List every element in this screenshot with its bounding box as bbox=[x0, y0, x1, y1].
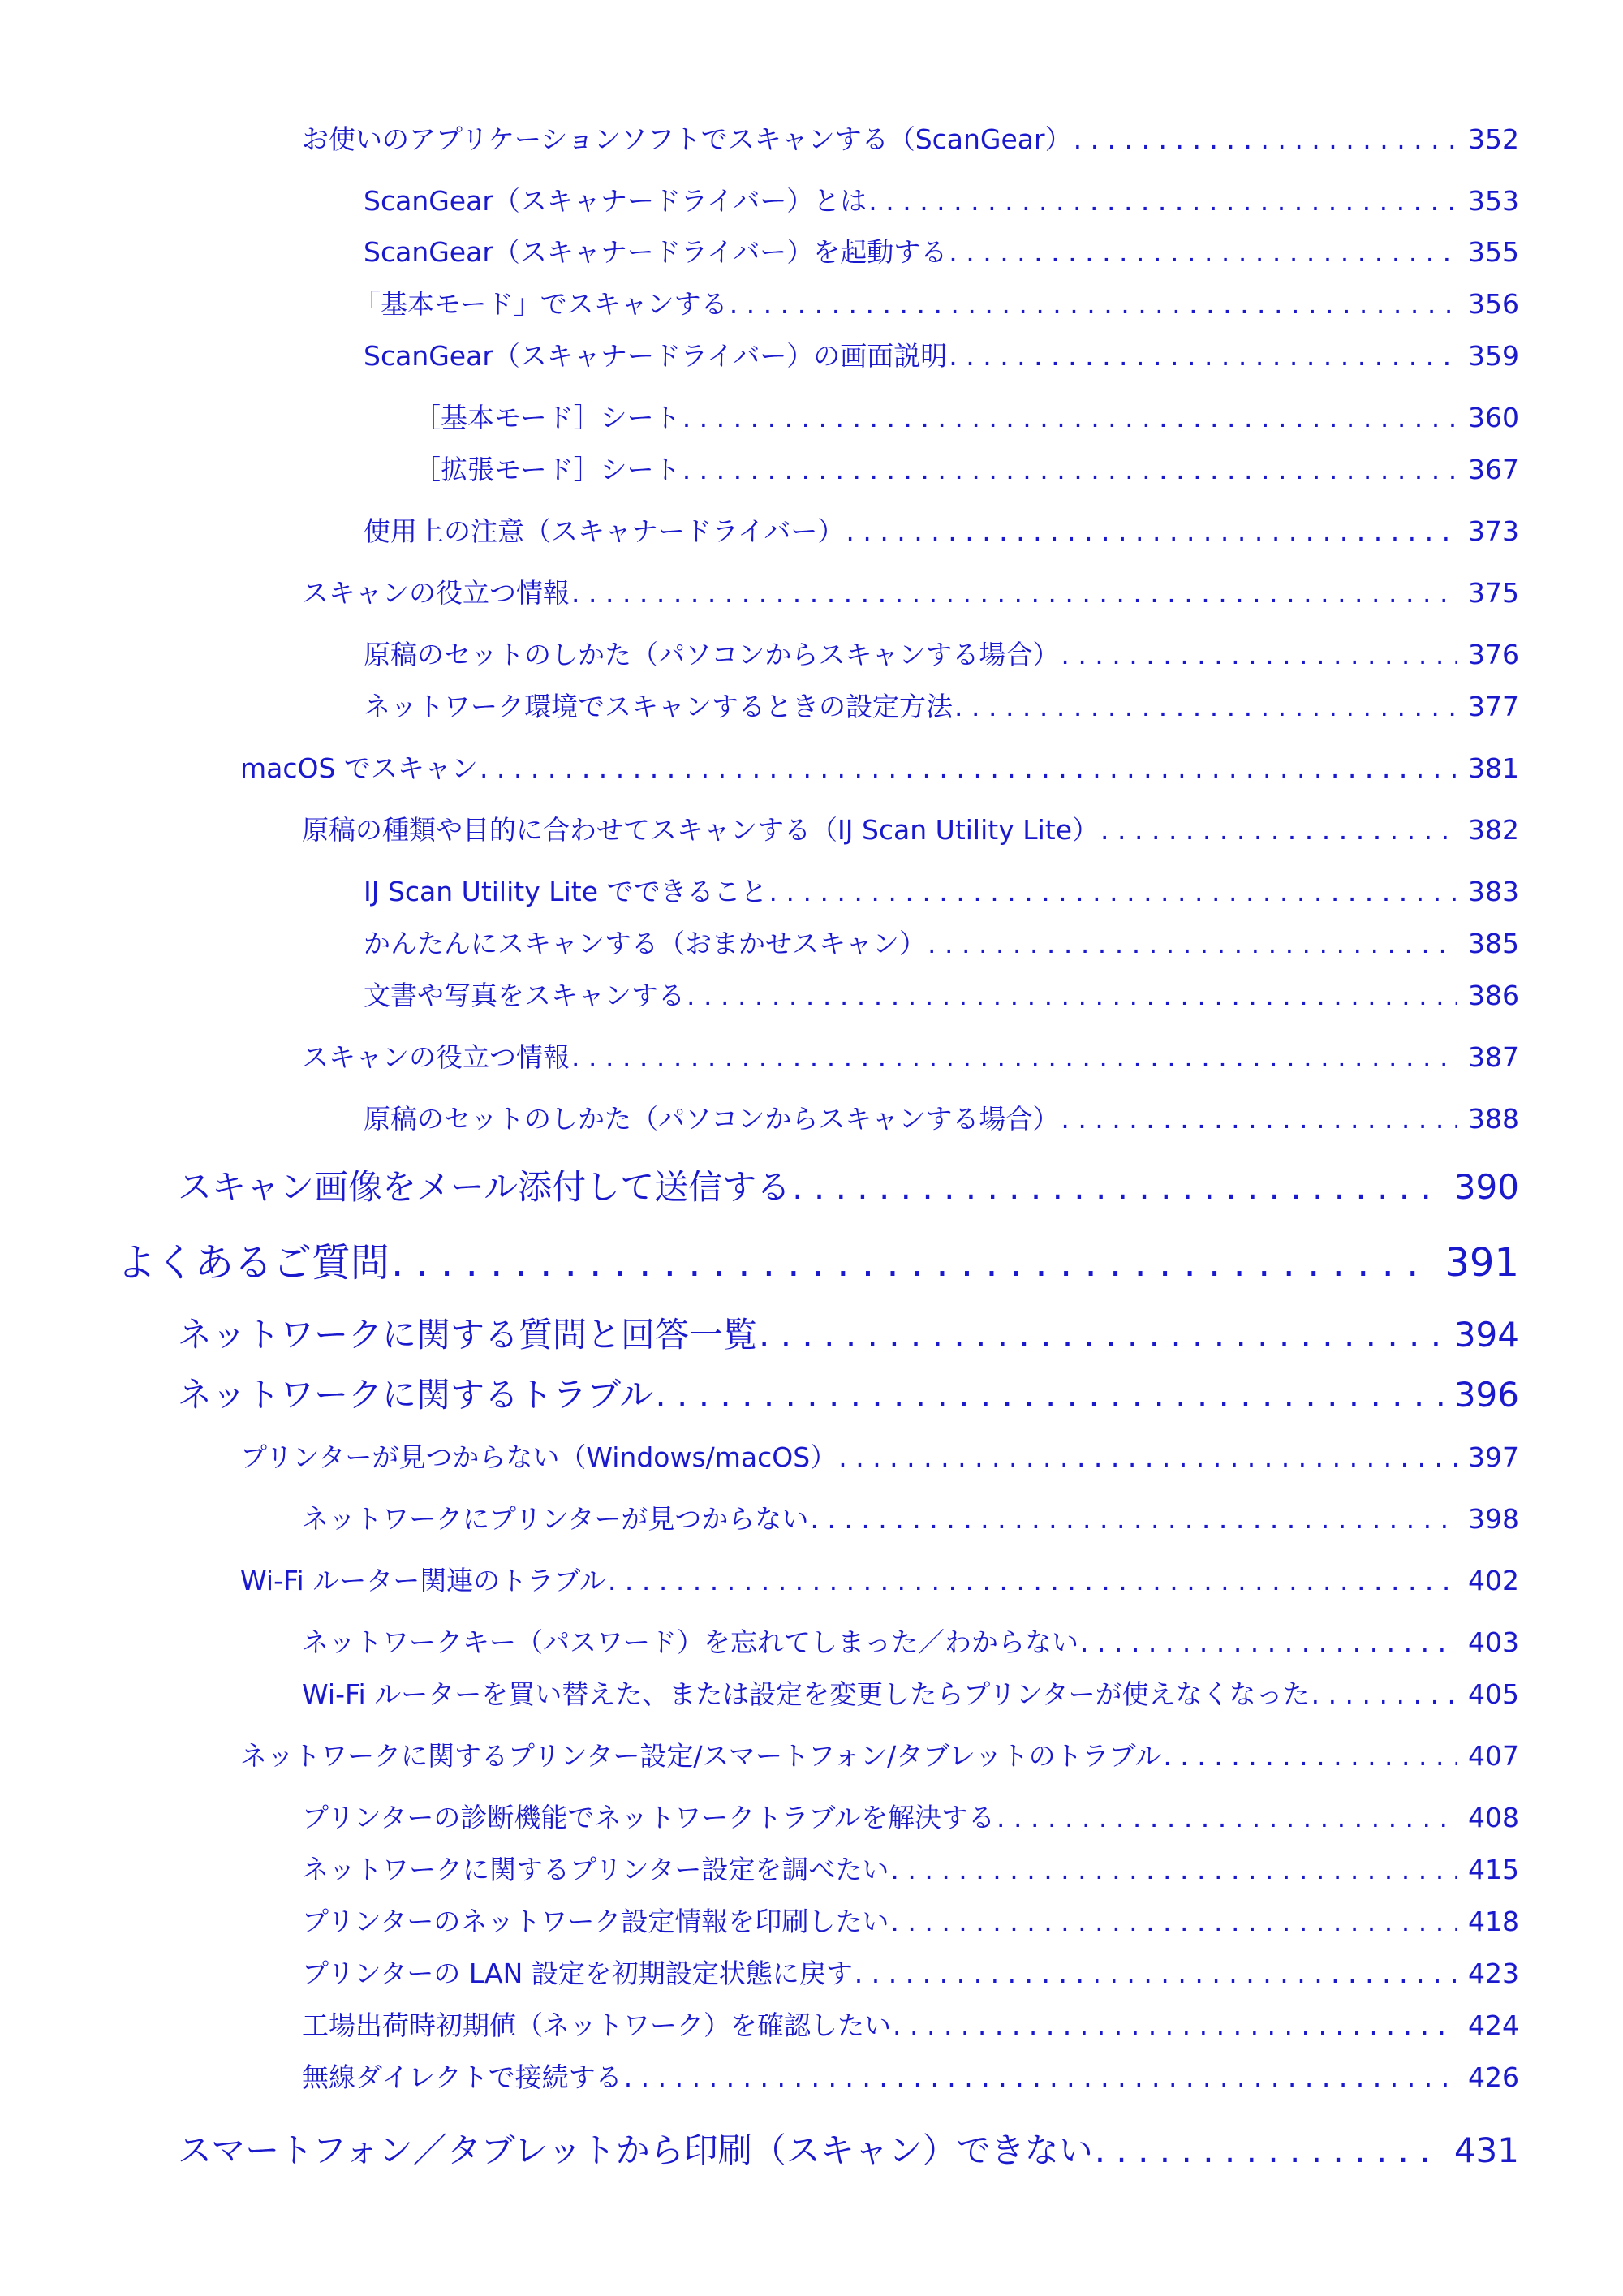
toc-entry-title: ［基本モード］シート bbox=[414, 402, 681, 433]
dot-leader bbox=[949, 340, 1457, 372]
toc-entry-page: 382 bbox=[1468, 814, 1519, 846]
toc-entry-title: プリンターのネットワーク設定情報を印刷したい bbox=[302, 1906, 889, 1937]
toc-entry-page: 431 bbox=[1453, 2130, 1519, 2170]
toc-entry-title: かんたんにスキャンする（おまかせスキャン） bbox=[364, 928, 926, 959]
dot-leader bbox=[868, 185, 1457, 217]
toc-entry-page: 397 bbox=[1468, 1441, 1519, 1473]
toc-entry-page: 418 bbox=[1468, 1906, 1519, 1937]
toc-entry[interactable] bbox=[240, 1560, 1519, 1596]
toc-entry-page: 405 bbox=[1468, 1678, 1519, 1710]
dot-leader bbox=[730, 288, 1457, 320]
dot-leader bbox=[893, 2010, 1457, 2041]
toc-entry-page: 355 bbox=[1468, 236, 1519, 268]
toc-entry-title: ネットワークに関するプリンター設定/スマートフォン/タブレットのトラブル bbox=[240, 1740, 1162, 1772]
toc-entry-title: プリンターが見つからない（Windows/macOS） bbox=[240, 1441, 837, 1473]
toc-entry[interactable] bbox=[240, 1735, 1519, 1771]
toc-entry-title: ［拡張モード］シート bbox=[414, 454, 681, 485]
toc-entry-title: ネットワークに関する質問と回答一覧 bbox=[178, 1315, 758, 1355]
toc-entry-page: 402 bbox=[1468, 1565, 1519, 1596]
toc-entry-title: ネットワークにプリンターが見つからない bbox=[302, 1503, 809, 1535]
toc-entry-title: お使いのアプリケーションソフトでスキャンする（ScanGear） bbox=[302, 123, 1072, 155]
toc-entry-page: 394 bbox=[1453, 1315, 1519, 1355]
dot-leader bbox=[769, 876, 1457, 907]
dot-leader bbox=[890, 1906, 1457, 1937]
dot-leader bbox=[480, 752, 1457, 784]
toc-entry-title: 原稿のセットのしかた（パソコンからスキャンする場合） bbox=[364, 639, 1060, 670]
toc-entry[interactable] bbox=[364, 975, 1519, 1010]
toc-entry-title: ネットワークに関するプリンター設定を調べたい bbox=[302, 1854, 889, 1885]
toc-entry-page: 376 bbox=[1468, 639, 1519, 670]
dot-leader bbox=[810, 1503, 1457, 1535]
toc-entry[interactable] bbox=[240, 747, 1519, 783]
toc-entry-title: 無線ダイレクトで接続する bbox=[302, 2061, 622, 2093]
toc-entry-title: ScanGear（スキャナードライバー）を起動する bbox=[364, 236, 948, 268]
toc-entry[interactable] bbox=[178, 2124, 1519, 2168]
dot-leader bbox=[949, 236, 1457, 268]
dot-leader bbox=[759, 1315, 1443, 1355]
toc-entry[interactable] bbox=[364, 180, 1519, 216]
toc-entry-page: 367 bbox=[1468, 454, 1519, 485]
toc-entry[interactable] bbox=[302, 1901, 1519, 1936]
toc-entry-page: 398 bbox=[1468, 1503, 1519, 1535]
dot-leader bbox=[1100, 814, 1457, 846]
toc-entry[interactable] bbox=[302, 1622, 1519, 1657]
toc-entry[interactable] bbox=[364, 1098, 1519, 1134]
dot-leader bbox=[1080, 1626, 1457, 1658]
toc-entry[interactable] bbox=[302, 1953, 1519, 1988]
dot-leader bbox=[624, 2061, 1457, 2093]
toc-entry-page: 391 bbox=[1444, 1240, 1519, 1286]
toc-entry[interactable] bbox=[364, 634, 1519, 670]
toc-entry[interactable] bbox=[364, 335, 1519, 371]
toc-entry-title: ScanGear（スキャナードライバー）とは bbox=[364, 185, 867, 217]
toc-entry-page: 377 bbox=[1468, 691, 1519, 722]
toc-entry-page: 385 bbox=[1468, 928, 1519, 959]
toc-entry-title: Wi-Fi ルーター関連のトラブル bbox=[240, 1565, 606, 1596]
dot-leader bbox=[1163, 1740, 1457, 1772]
dot-leader bbox=[655, 1375, 1443, 1415]
toc-entry-title: ネットワークキー（パスワード）を忘れてしまった／わからない bbox=[302, 1626, 1078, 1658]
toc-entry-page: 373 bbox=[1468, 515, 1519, 547]
toc-entry-title: macOS でスキャン bbox=[240, 752, 478, 784]
toc-entry[interactable] bbox=[178, 1368, 1519, 1415]
toc-entry-page: 426 bbox=[1468, 2061, 1519, 2093]
dot-leader bbox=[1311, 1678, 1457, 1710]
toc-entry[interactable] bbox=[302, 572, 1519, 608]
toc-entry-title: ScanGear（スキャナードライバー）の画面説明 bbox=[364, 340, 948, 372]
toc-entry-page: 356 bbox=[1468, 288, 1519, 320]
toc-entry-title: Wi-Fi ルーターを買い替えた、または設定を変更したらプリンターが使えなくなった bbox=[302, 1678, 1310, 1710]
toc-entry-page: 390 bbox=[1453, 1167, 1519, 1207]
toc-entry-title: よくあるご質問 bbox=[117, 1240, 390, 1286]
toc-entry[interactable] bbox=[302, 1498, 1519, 1534]
toc-entry[interactable] bbox=[364, 231, 1519, 267]
toc-entry-title: 原稿のセットのしかた（パソコンからスキャンする場合） bbox=[364, 1103, 1060, 1135]
dot-leader bbox=[1095, 2130, 1443, 2170]
toc-entry-page: 387 bbox=[1468, 1041, 1519, 1073]
toc-entry[interactable] bbox=[302, 809, 1519, 845]
dot-leader bbox=[792, 1167, 1443, 1207]
dot-leader bbox=[838, 1441, 1457, 1473]
dot-leader bbox=[954, 691, 1457, 722]
toc-entry-title: 工場出荷時初期値（ネットワーク）を確認したい bbox=[302, 2010, 891, 2041]
toc-entry-title: スマートフォン／タブレットから印刷（スキャン）できない bbox=[178, 2130, 1093, 2170]
toc-entry-page: 424 bbox=[1468, 2010, 1519, 2041]
toc-entry-title: 使用上の注意（スキャナードライバー） bbox=[364, 515, 845, 547]
toc-entry[interactable] bbox=[302, 2005, 1519, 2040]
toc-entry-title: 「基本モード」でスキャンする bbox=[354, 288, 728, 320]
dot-leader bbox=[391, 1240, 1433, 1286]
dot-leader bbox=[1074, 123, 1457, 155]
toc-entry[interactable] bbox=[302, 1036, 1519, 1072]
toc-entry-page: 375 bbox=[1468, 577, 1519, 609]
toc-entry[interactable] bbox=[364, 686, 1519, 722]
toc-entry-title: ネットワークに関するトラブル bbox=[178, 1375, 654, 1415]
dot-leader bbox=[1061, 639, 1457, 670]
toc-entry-page: 381 bbox=[1468, 752, 1519, 784]
dot-leader bbox=[1061, 1103, 1457, 1135]
toc-entry-page: 396 bbox=[1453, 1375, 1519, 1415]
toc-entry-title: スキャンの役立つ情報 bbox=[302, 1041, 570, 1073]
dot-leader bbox=[687, 980, 1457, 1011]
dot-leader bbox=[608, 1565, 1457, 1596]
toc-entry-page: 415 bbox=[1468, 1854, 1519, 1885]
dot-leader bbox=[682, 402, 1457, 433]
dot-leader bbox=[928, 928, 1457, 959]
toc-entry[interactable] bbox=[240, 1437, 1519, 1472]
toc-entry[interactable] bbox=[178, 1161, 1519, 1207]
toc-entry[interactable] bbox=[414, 449, 1519, 485]
toc-entry-page: 407 bbox=[1468, 1740, 1519, 1772]
toc-entry[interactable] bbox=[364, 871, 1519, 907]
toc-entry-title: ネットワーク環境でスキャンするときの設定方法 bbox=[364, 691, 953, 722]
toc-entry[interactable] bbox=[302, 1849, 1519, 1885]
toc-entry[interactable] bbox=[302, 118, 1519, 154]
toc-entry-page: 360 bbox=[1468, 402, 1519, 433]
dot-leader bbox=[571, 577, 1457, 609]
toc-entry-title: スキャン画像をメール添付して送信する bbox=[178, 1167, 791, 1207]
toc-entry-title: スキャンの役立つ情報 bbox=[302, 577, 570, 609]
toc-entry[interactable] bbox=[302, 1797, 1519, 1833]
toc-entry-page: 352 bbox=[1468, 123, 1519, 155]
toc-entry-title: プリンターの診断機能でネットワークトラブルを解決する bbox=[302, 1802, 996, 1833]
toc-entry-title: 原稿の種類や目的に合わせてスキャンする（IJ Scan Utility Lite） bbox=[302, 814, 1100, 846]
toc-entry[interactable] bbox=[178, 1308, 1519, 1355]
toc-entry[interactable] bbox=[414, 397, 1519, 433]
toc-entry-page: 423 bbox=[1468, 1958, 1519, 1989]
dot-leader bbox=[890, 1854, 1457, 1885]
toc-entry-title: IJ Scan Utility Lite でできること bbox=[364, 876, 768, 907]
toc-entry-page: 388 bbox=[1468, 1103, 1519, 1135]
toc-entry-title: プリンターの LAN 設定を初期設定状態に戻す bbox=[302, 1958, 853, 1989]
toc-entry-page: 353 bbox=[1468, 185, 1519, 217]
dot-leader bbox=[997, 1802, 1457, 1833]
toc-entry-page: 386 bbox=[1468, 980, 1519, 1011]
toc-entry[interactable] bbox=[354, 283, 1519, 319]
toc-entry-page: 359 bbox=[1468, 340, 1519, 372]
dot-leader bbox=[682, 454, 1457, 485]
toc-entry-page: 408 bbox=[1468, 1802, 1519, 1833]
toc-entry-page: 403 bbox=[1468, 1626, 1519, 1658]
toc-entry-title: 文書や写真をスキャンする bbox=[364, 980, 685, 1011]
toc-entry[interactable] bbox=[364, 923, 1519, 958]
toc-entry-page: 383 bbox=[1468, 876, 1519, 907]
toc-chapter[interactable] bbox=[117, 1231, 1519, 1286]
dot-leader bbox=[855, 1958, 1457, 1989]
toc-entry[interactable] bbox=[302, 1674, 1519, 1709]
toc-entry[interactable] bbox=[302, 2057, 1519, 2092]
dot-leader bbox=[571, 1041, 1457, 1073]
toc-entry[interactable] bbox=[364, 510, 1519, 546]
dot-leader bbox=[846, 515, 1457, 547]
